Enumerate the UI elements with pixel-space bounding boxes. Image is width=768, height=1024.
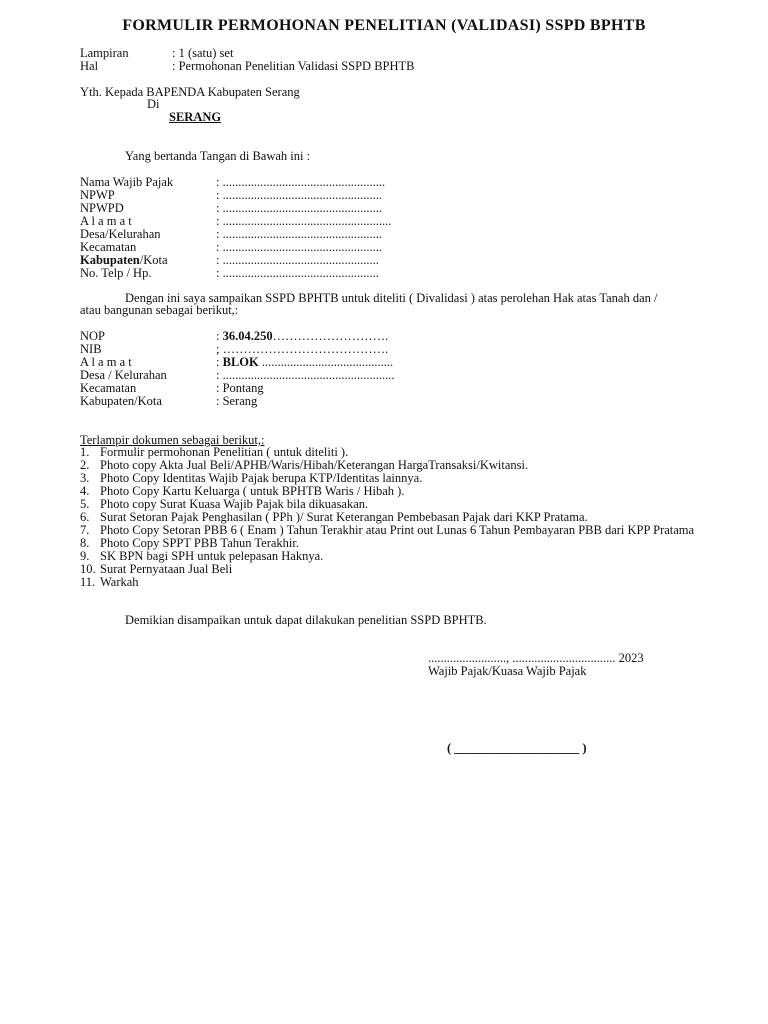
applicant-label-bold: Kabupaten [80,253,140,267]
attachment-text: Formulir permohonan Penelitian ( untuk diteliti ). [100,445,349,459]
applicant-label [80,201,124,215]
attachment-item [80,563,730,576]
lampiran-value: : 1 (satu) set [172,46,234,60]
applicant-label-text: NPWP [80,188,115,202]
nop-colon: : [216,329,223,343]
applicant-label-text: No. Telp / Hp. [80,266,152,280]
recipient-city: SERANG [169,110,222,124]
attachment-number: 1. [80,445,90,459]
attachments-heading: Terlampir dokumen sebagai berikut,: [80,433,265,447]
applicant-label [80,214,132,228]
attachment-text: Photo Copy Setoran PBB 6 ( Enam ) Tahun Terakhir atau Print out Lunas 6 Tahun Pembayaran PBB dari KPP Pratama [100,523,695,537]
attachment-text: SK BPN bagi SPH untuk pelepasan Haknya. [100,549,324,563]
applicant-value: : ................................................... [216,188,382,202]
attachment-number: 3. [80,471,90,485]
attachment-number: 4. [80,484,90,498]
applicant-value: : .................................................... [216,175,386,189]
nop-label: NOP [80,329,106,343]
applicant-label-text: NPWPD [80,201,124,215]
nib-value: ; …………………………………. [216,342,389,356]
object-alamat-value: BLOK [222,355,259,369]
object-desa-value: : ....................................................... [216,368,395,382]
attachment-text: Photo Copy Kartu Keluarga ( untuk BPHTB Waris / Hibah ). [100,484,405,498]
attachment-number: 5. [80,497,90,511]
attachment-text: Photo copy Surat Kuasa Wajib Pajak bila dikuasakan. [100,497,369,511]
applicant-value: : ................................................... [216,240,382,254]
attachment-number: 6. [80,510,90,524]
attachment-text: Photo copy Akta Jual Beli/APHB/Waris/Hibah/Keterangan HargaTransaksi/Kwitansi. [100,458,529,472]
signature-name-line: ( ____________________ ) [447,741,587,755]
applicant-label [80,227,161,241]
nop-value: 36.04.250 [222,329,273,343]
applicant-value: : .................................................. [216,253,379,267]
applicant-label-text: A l a m a t [80,214,132,228]
applicant-label [80,253,168,267]
hal-row [80,59,415,73]
intro-text: Yang bertanda Tangan di Bawah ini : [125,149,311,163]
signature-role: Wajib Pajak/Kuasa Wajib Pajak [428,664,587,678]
applicant-label-text: Nama Wajib Pajak [80,175,174,189]
attachment-text: Warkah [100,575,139,589]
object-kecamatan-value: : Pontang [216,381,264,395]
attachment-text: Photo Copy Identitas Wajib Pajak berupa KTP/Identitas lainnya. [100,471,423,485]
signature-place-date: ........................., ................................. 2023 [428,651,644,665]
attachment-number: 11. [80,575,96,589]
attachment-number: 2. [80,458,90,472]
object-alamat-label: A l a m a t [80,355,132,369]
nib-label: NIB [80,342,102,356]
attachment-text: Surat Setoran Pajak Penghasilan ( PPh )/ Surat Keterangan Pembebasan Pajak dari KKP Pratama. [100,510,588,524]
object-kabupaten-row [80,394,258,408]
attachment-number: 8. [80,536,90,550]
object-kabupaten-label: Kabupaten/Kota [80,394,162,408]
applicant-label [80,240,136,254]
attachment-number: 7. [80,523,90,537]
applicant-row [80,266,379,280]
applicant-value: : .................................................. [216,266,379,280]
applicant-label [80,266,151,280]
applicant-label-text: /Kota [139,253,168,267]
lampiran-label: Lampiran [80,46,129,60]
attachment-number: 10. [80,562,96,576]
applicant-value: : ................................................... [216,201,382,215]
object-desa-label: Desa / Kelurahan [80,368,167,382]
attachment-number: 9. [80,549,90,563]
applicant-label-text: Kecamatan [80,240,137,254]
applicant-value: : ...................................................... [216,214,392,228]
object-kabupaten-value: : Serang [216,394,258,408]
object-kecamatan-label: Kecamatan [80,381,137,395]
applicant-label [80,188,115,202]
applicant-label [80,175,173,189]
recipient-di: Di [147,97,160,111]
form-title: FORMULIR PERMOHONAN PENELITIAN (VALIDASI) SSPD BPHTB [122,17,646,34]
recipient-line: Yth. Kepada BAPENDA Kabupaten Serang [80,85,300,99]
attachments-list [80,446,730,589]
attachment-text: Photo Copy SPPT PBB Tahun Terakhir. [100,536,299,550]
statement-line-1: Dengan ini saya sampaikan SSPD BPHTB untuk diteliti ( Divalidasi ) atas perolehan Hak atas Tanah dan / [125,291,658,305]
statement-line-2: atau bangunan sebagai berikut,: [80,303,239,317]
applicant-label-text: Desa/Kelurahan [80,227,161,241]
attachment-item [80,576,730,589]
applicant-value: : ................................................... [216,227,382,241]
hal-value: : Permohonan Penelitian Validasi SSPD BPHTB [172,59,415,73]
attachment-text: Surat Pernyataan Jual Beli [100,562,233,576]
object-alamat-colon: : [216,355,223,369]
nop-dots: ………………………. [272,329,389,343]
closing-text: Demikian disampaikan untuk dapat dilakukan penelitian SSPD BPHTB. [125,613,487,627]
hal-label: Hal [80,59,99,73]
object-alamat-dots: .......................................... [258,355,394,369]
